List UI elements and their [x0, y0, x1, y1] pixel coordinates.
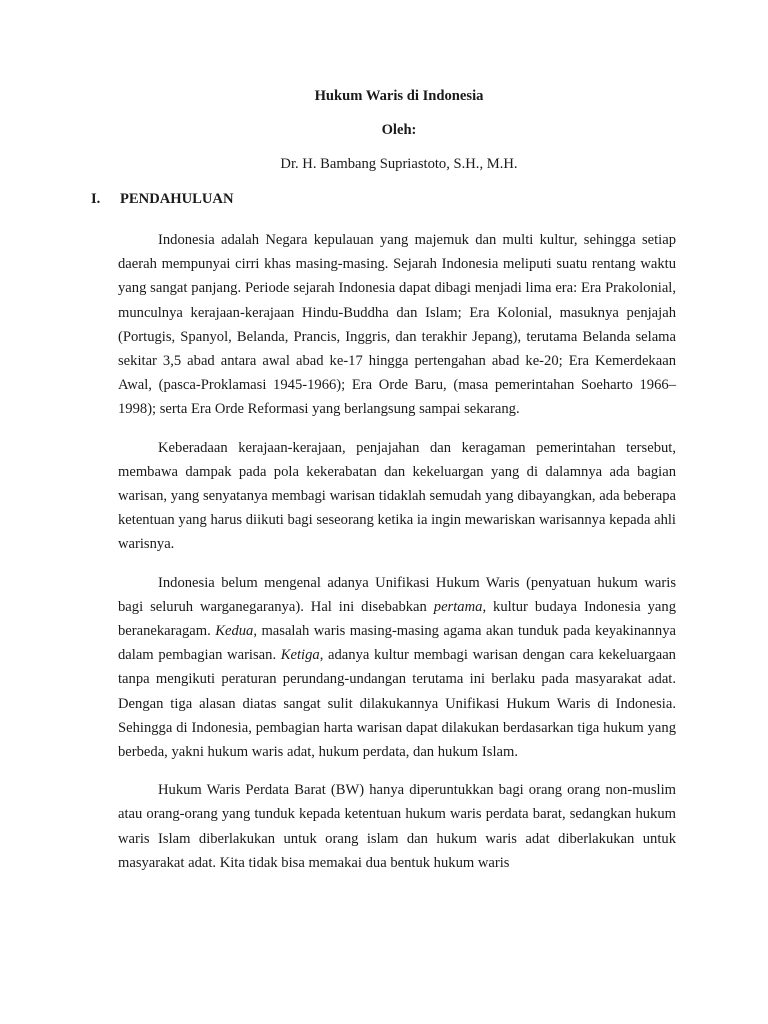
- body-text: [118, 228, 676, 889]
- paragraph-3-italic-pertama: pertama: [433, 598, 483, 615]
- paragraph-1: Indonesia adalah Negara kepulauan yang majemuk dan multi kultur, sehingga setiap daerah mempunyai cirri khas masing-masing. Sejarah Indonesia meliputi suatu rentang waktu yang sangat panjang. Periode sejarah Indonesia dapat dibagi menjadi lima era: Era Prakolonial, munculnya kerajaan-kerajaan Hindu-Buddha dan Islam; Era Kolonial, masuknya penjajah (Portugis, Spanyol, Belanda, Prancis, Inggris, dan terakhir Jepang), terutama Belanda selama sekitar 3,5 abad antara awal abad ke-17 hingga pertengahan abad ke-20; Era Kemerdekaan Awal, (pasca-Proklamasi 1945-1966); Era Orde Baru, (masa pemerintahan Soeharto 1966–1998); serta Era Orde Reformasi yang berlangsung sampai sekarang.: [118, 232, 676, 418]
- section-number: I.: [91, 191, 101, 207]
- paragraph-3: [118, 571, 676, 765]
- section-title: PENDAHULUAN: [120, 191, 234, 207]
- author-name: Dr. H. Bambang Supriastoto, S.H., M.H.: [280, 156, 518, 172]
- paragraph-3-text-3: , masalah waris masing-masing agama akan tunduk pada keyakinannya dalam pembagian warisan.: [118, 623, 676, 664]
- paragraph-4: Hukum Waris Perdata Barat (BW) hanya diperuntukkan bagi orang orang non-muslim atau orang-orang yang tunduk kepada ketentuan hukum waris perdata barat, sedangkan hukum waris Islam diberlakukan untuk orang islam dan hukum waris adat diberlakukan untuk masyarakat adat. Kita tidak bisa memakai dua bentuk hukum waris: [118, 782, 676, 871]
- paragraph-2: Keberadaan kerajaan-kerajaan, penjajahan dan keragaman pemerintahan tersebut, membawa dampak pada pola kekerabatan dan kekeluargan yang di dalamnya ada bagian warisan, yang senyatanya membagi warisan tidaklah semudah yang dibayangkan, ada beberapa ketentuan yang harus diikuti bagi seseorang ketika ia ingin mewariskan warisannya kepada ahli warisnya.: [118, 439, 676, 553]
- section-heading: [91, 191, 234, 208]
- paragraph-3-text-4: , adanya kultur membagi warisan dengan cara kekeluargaan tanpa mengikuti peraturan perundang-undangan terutama ini berlaku pada masyarakat adat. Dengan tiga alasan diatas sangat sulit dilakukannya Unifikasi Hukum Waris di Indonesia. Sehingga di Indonesia, pembagian harta warisan dapat dilakukan berdasarkan tiga hukum yang berbeda, yakni hukum waris adat, hukum perdata, dan hukum Islam.: [118, 647, 676, 761]
- by-label: Oleh:: [381, 122, 417, 138]
- paragraph-3-italic-kedua: Kedua: [215, 623, 254, 640]
- paragraph-3-text-2: , kultur budaya Indonesia yang beranekaragam.: [118, 598, 676, 640]
- document-title: Hukum Waris di Indonesia: [314, 88, 484, 104]
- paragraph-3-text-1: Indonesia belum mengenal adanya Unifikasi Hukum Waris (penyatuan hukum waris bagi seluruh warganegaranya). Hal ini disebabkan: [118, 574, 676, 615]
- paragraph-3-italic-ketiga: Ketiga: [280, 647, 320, 664]
